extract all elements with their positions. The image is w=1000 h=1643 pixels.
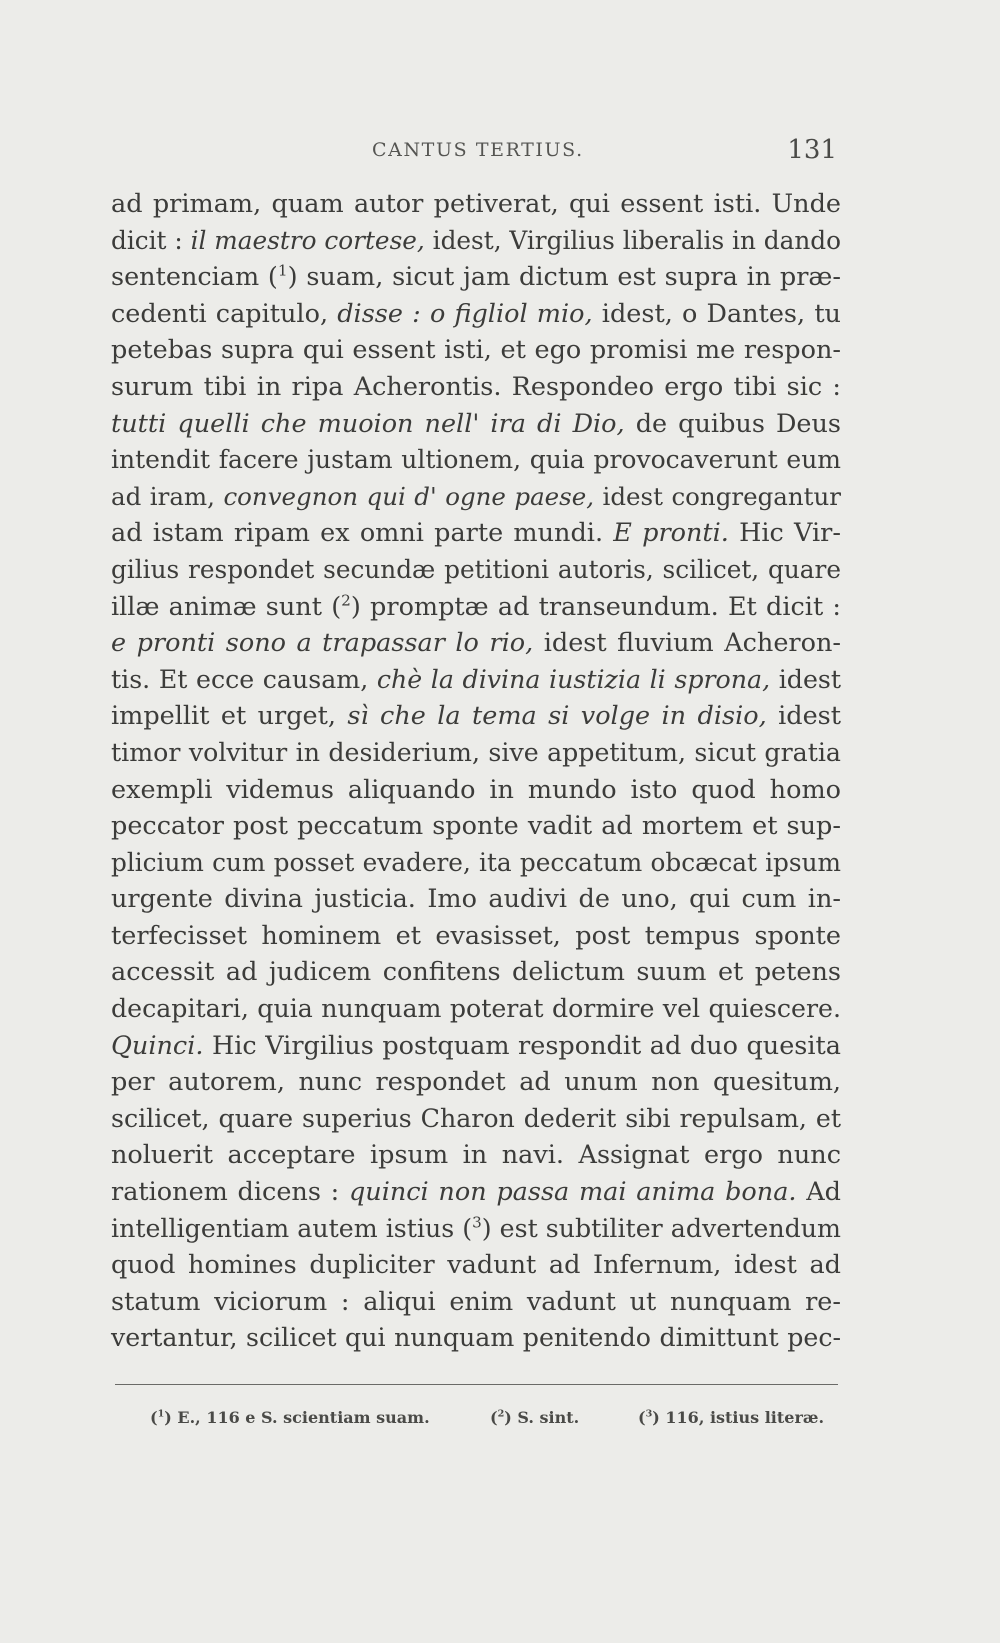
footnote-mark: 3 — [645, 1408, 653, 1420]
text-run: ) promptæ ad transeundum. Et dicit : — [350, 591, 841, 622]
footnote-text: S. sint. — [511, 1408, 580, 1427]
footnote-mark: 1 — [157, 1408, 165, 1420]
text-line — [111, 1247, 841, 1284]
footnotes — [150, 1408, 830, 1436]
text-run: gilius respondet secundæ petitioni autoris, scilicet, quare — [111, 554, 841, 584]
text-run: intendit facere justam ultionem, quia provocaverunt eum — [111, 445, 841, 475]
text-run: urgente divina justicia. Imo audivi de uno, qui cum in- — [111, 884, 841, 915]
italic-quotation: tutti quelli che muoion nell' ira di Dio, — [111, 408, 625, 439]
text-run: ad iram, — [111, 481, 224, 511]
text-line — [111, 698, 841, 735]
text-run: idest fluvium Acheron- — [533, 628, 841, 659]
italic-quotation: Quinci. — [111, 1030, 204, 1061]
text-run: petebas supra qui essent isti, et ego promisi me respon- — [111, 335, 841, 366]
text-run: Ad — [796, 1177, 841, 1208]
footnote-3: ($^3$) 116, istius literæ. — [638, 1408, 825, 1427]
text-line — [111, 991, 841, 1028]
italic-quotation: sì che la tema si volge in disio, — [347, 701, 767, 732]
text-run: per autorem, nunc respondet ad unum non quesitum, — [111, 1067, 841, 1098]
text-line — [111, 296, 841, 333]
footnote-1: ($^1$) E., 116 e S. scientiam suam. — [150, 1408, 430, 1427]
text-run: tis. Et ecce causam, — [111, 664, 377, 694]
text-run: impellit et urget, — [111, 701, 348, 732]
italic-quotation: il maestro cortese, — [190, 225, 425, 255]
text-run: quod homines dupliciter vadunt ad Infernum, idest ad — [111, 1250, 841, 1281]
running-title: CANTUS TERTIUS. — [372, 139, 584, 161]
text-run: illæ animæ sunt ( — [111, 591, 342, 622]
text-run: idest — [770, 664, 842, 694]
text-line — [111, 1028, 841, 1065]
footnote-reference: 1 — [277, 261, 288, 280]
text-run: Hic Vir- — [728, 518, 841, 549]
footnote-text: E., 116 e S. scientiam suam. — [171, 1408, 430, 1427]
text-line — [111, 1064, 841, 1101]
text-line — [111, 442, 841, 479]
footnote-reference: 2 — [341, 591, 351, 610]
text-run: terfecisset hominem et evasisset, post tempus sponte — [111, 920, 841, 951]
text-run: exempli videmus aliquando in mundo isto quod homo — [111, 774, 841, 805]
text-run: statum viciorum : aliqui enim vadunt ut nunquam re- — [111, 1286, 841, 1317]
text-run: idest, Virgilius liberalis in dando — [424, 225, 842, 255]
text-line — [111, 625, 841, 662]
text-run: decapitari, quia nunquam poterat dormire vel quiescere. — [111, 994, 841, 1024]
text-line — [111, 1137, 841, 1174]
italic-quotation: chè la divina iustizia li sprona, — [376, 664, 771, 694]
page-number: 131 — [787, 135, 837, 165]
italic-quotation: convegnon qui d' ogne paese, — [223, 481, 595, 511]
text-run: de quibus Deus — [624, 408, 842, 439]
italic-quotation: e pronti sono a trapassar lo rio, — [111, 628, 534, 659]
italic-quotation: E pronti. — [613, 518, 729, 549]
text-line — [111, 735, 841, 772]
text-line — [111, 662, 841, 699]
text-line — [111, 1211, 841, 1248]
text-line — [111, 552, 841, 589]
text-run: rationem dicens : — [111, 1177, 349, 1208]
text-run: plicium cum posset evadere, ita peccatum obcæcat ipsum — [111, 847, 841, 877]
italic-quotation: quinci non passa mai anima bona. — [348, 1177, 797, 1208]
footnote-2: ($^2$) S. sint. — [490, 1408, 580, 1427]
body-text — [111, 186, 841, 1357]
text-run: surum tibi in ripa Acherontis. Respondeo ergo tibi sic : — [111, 371, 841, 402]
text-run: ) suam, sicut jam dictum est supra in præ- — [287, 262, 841, 293]
text-line — [111, 772, 841, 809]
text-line — [111, 1284, 841, 1321]
text-line — [111, 1320, 841, 1357]
text-run: peccator post peccatum sponte vadit ad mortem et sup- — [111, 811, 841, 842]
text-run: dicit : — [111, 225, 191, 255]
text-run: idest — [766, 701, 842, 732]
text-run: idest congregantur — [594, 481, 842, 511]
text-line — [111, 845, 841, 882]
text-line — [111, 223, 841, 260]
text-run: noluerit acceptare ipsum in navi. Assignat ergo nunc — [111, 1140, 841, 1171]
text-run: Hic Virgilius postquam respondit ad duo quesita — [203, 1030, 841, 1061]
text-run: vertantur, scilicet qui nunquam penitendo dimittunt pec- — [111, 1323, 841, 1353]
footnote-text: 116, istius literæ. — [659, 1408, 825, 1427]
text-line — [111, 1101, 841, 1138]
text-line — [111, 589, 841, 626]
text-line — [111, 808, 841, 845]
text-line — [111, 479, 841, 516]
text-run: timor volvitur in desiderium, sive appetitum, sicut gratia — [111, 737, 841, 767]
text-run: scilicet, quare superius Charon dederit sibi repulsam, et — [111, 1103, 841, 1133]
text-line — [111, 369, 841, 406]
footnote-mark: 2 — [497, 1408, 505, 1420]
footnote-reference: 3 — [472, 1213, 482, 1232]
text-line — [111, 259, 841, 296]
text-line — [111, 332, 841, 369]
text-line — [111, 406, 841, 443]
text-run: accessit ad judicem confitens delictum suum et petens — [111, 957, 841, 988]
text-line — [111, 954, 841, 991]
text-line — [111, 918, 841, 955]
text-run: ad istam ripam ex omni parte mundi. — [111, 518, 614, 549]
text-run: cedenti capitulo, — [111, 298, 338, 329]
text-line — [111, 186, 841, 223]
text-run: ad primam, quam autor petiverat, qui essent isti. Unde — [111, 189, 841, 219]
text-run: ) est subtiliter advertendum — [481, 1213, 841, 1243]
running-head — [110, 135, 837, 175]
text-line — [111, 515, 841, 552]
text-run: intelligentiam autem istius ( — [111, 1213, 473, 1243]
text-line — [111, 881, 841, 918]
footnote-rule — [115, 1384, 838, 1385]
italic-quotation: disse : o figliol mio, — [337, 298, 593, 329]
text-line — [111, 1174, 841, 1211]
text-run: idest, o Dantes, tu — [592, 298, 841, 329]
text-run: sentenciam ( — [111, 262, 278, 293]
